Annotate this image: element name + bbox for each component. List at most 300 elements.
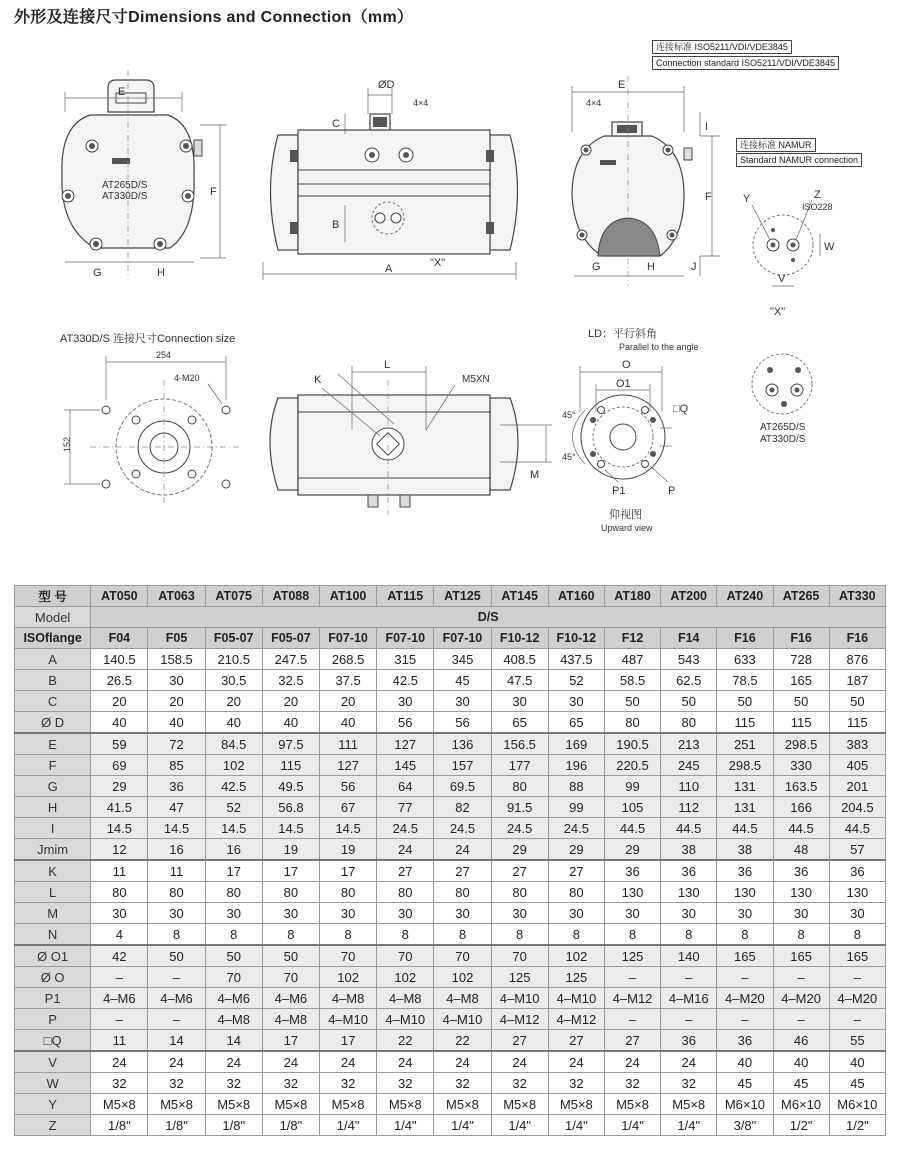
table-cell: 24.5 [548, 818, 604, 839]
model-header: AT200 [661, 586, 717, 607]
table-cell: 298.5 [773, 733, 829, 755]
table-cell: 22 [434, 1030, 491, 1052]
model-header: AT265 [773, 586, 829, 607]
table-cell: 245 [661, 755, 717, 776]
table-cell: 32 [491, 1073, 548, 1094]
table-cell: 36 [773, 860, 829, 882]
label-iso228: ISO228 [802, 202, 833, 212]
table-cell: 65 [548, 712, 604, 734]
table-cell: 4–M6 [91, 988, 148, 1009]
table-cell: 52 [205, 797, 262, 818]
label-O1: O1 [616, 378, 631, 390]
table-cell: 4 [91, 924, 148, 946]
table-cell: – [91, 967, 148, 988]
table-cell: 1/4" [434, 1115, 491, 1136]
table-row [15, 733, 886, 755]
table-cell: 24.5 [491, 818, 548, 839]
table-cell: 17 [320, 1030, 377, 1052]
row-label: Z [15, 1115, 91, 1136]
model-header: AT115 [377, 586, 434, 607]
row-label: P [15, 1009, 91, 1030]
table-cell: 165 [829, 945, 885, 967]
table-cell: 220.5 [604, 755, 660, 776]
table-cell: 32 [661, 1073, 717, 1094]
table-cell: 38 [717, 839, 773, 861]
table-cell: 70 [205, 967, 262, 988]
table-cell: – [717, 967, 773, 988]
table-cell: 130 [717, 882, 773, 903]
table-cell: 8 [434, 924, 491, 946]
label-45-top: 45° [562, 410, 576, 420]
label-G-end: G [592, 261, 601, 273]
label-W: W [824, 241, 835, 253]
table-cell: 30 [377, 691, 434, 712]
table-cell: 4–M8 [434, 988, 491, 1009]
at265-namur-pattern [752, 354, 812, 445]
table-cell: 45 [829, 1073, 885, 1094]
table-cell: 40 [320, 712, 377, 734]
label-F-front: F [210, 186, 217, 198]
label-P1: P1 [612, 485, 626, 497]
table-row [15, 924, 886, 946]
model-header: AT088 [262, 586, 319, 607]
table-cell: 50 [661, 691, 717, 712]
table-cell: – [604, 1009, 660, 1030]
table-cell: M5×8 [604, 1094, 660, 1115]
table-cell: M5×8 [91, 1094, 148, 1115]
table-cell: 84.5 [205, 733, 262, 755]
table-cell: 30 [548, 691, 604, 712]
table-cell: 58.5 [604, 670, 660, 691]
table-cell: 4–M6 [148, 988, 205, 1009]
table-cell: 27 [604, 1030, 660, 1052]
table-cell: 69.5 [434, 776, 491, 797]
table-cell: 32 [262, 1073, 319, 1094]
table-cell: 145 [377, 755, 434, 776]
label-Z: Z [814, 189, 821, 201]
table-cell: 4–M16 [661, 988, 717, 1009]
table-cell: 130 [661, 882, 717, 903]
label-I: I [705, 121, 709, 133]
table-cell: 14 [205, 1030, 262, 1052]
dim-254: 254 [156, 350, 172, 360]
isoflange-cell: F04 [91, 628, 148, 649]
row-label: L [15, 882, 91, 903]
table-cell: 29 [91, 776, 148, 797]
row-label: K [15, 860, 91, 882]
header-ds-row [15, 607, 886, 628]
label-H-front: H [157, 267, 165, 279]
table-cell: M5×8 [377, 1094, 434, 1115]
table-cell: 70 [491, 945, 548, 967]
table-cell: 78.5 [717, 670, 773, 691]
table-row [15, 967, 886, 988]
table-cell: 8 [491, 924, 548, 946]
table-cell: 65 [491, 712, 548, 734]
table-cell: 131 [717, 797, 773, 818]
table-cell: 24.5 [434, 818, 491, 839]
table-cell: 102 [548, 945, 604, 967]
upward-en-label: Upward view [601, 523, 653, 533]
table-cell: 130 [773, 882, 829, 903]
table-cell: 77 [377, 797, 434, 818]
table-cell: 24.5 [377, 818, 434, 839]
table-cell: 67 [320, 797, 377, 818]
label-P: P [668, 485, 676, 497]
model-header: AT145 [491, 586, 548, 607]
table-cell: 30 [773, 903, 829, 924]
table-cell: 157 [434, 755, 491, 776]
table-cell: 49.5 [262, 776, 319, 797]
table-cell: 8 [604, 924, 660, 946]
table-cell: 4–M10 [320, 1009, 377, 1030]
table-cell: 80 [148, 882, 205, 903]
label-D: ØD [378, 79, 395, 91]
label-H-end: H [647, 261, 655, 273]
row-label: Y [15, 1094, 91, 1115]
table-cell: 30 [491, 903, 548, 924]
dim-4m20: 4-M20 [174, 373, 200, 383]
table-cell: 408.5 [491, 649, 548, 670]
label-Q: □Q [673, 403, 689, 415]
table-cell: 40 [91, 712, 148, 734]
table-cell: 4–M20 [717, 988, 773, 1009]
spec-table [14, 585, 886, 1136]
table-cell: 8 [148, 924, 205, 946]
table-cell: 111 [320, 733, 377, 755]
table-cell: 16 [205, 839, 262, 861]
table-cell: 47 [148, 797, 205, 818]
table-cell: – [773, 1009, 829, 1030]
connection-standard-cn: 连接标准 ISO5211/VDI/VDE3845 [652, 40, 792, 54]
isoflange-cell: F05-07 [262, 628, 319, 649]
table-cell: 62.5 [661, 670, 717, 691]
table-cell: 20 [91, 691, 148, 712]
table-cell: 102 [320, 967, 377, 988]
table-cell: 487 [604, 649, 660, 670]
table-cell: 112 [661, 797, 717, 818]
label-O: O [622, 359, 631, 371]
table-cell: 24 [205, 1051, 262, 1073]
table-cell: 97.5 [262, 733, 319, 755]
table-cell: 11 [91, 860, 148, 882]
isoflange-cell: F05 [148, 628, 205, 649]
row-label: F [15, 755, 91, 776]
table-row [15, 776, 886, 797]
table-cell: 8 [661, 924, 717, 946]
model-header-cn: 型 号 [15, 586, 91, 607]
row-label: E [15, 733, 91, 755]
end-view [572, 76, 720, 286]
upward-view [562, 326, 699, 533]
connection-size-label: AT330D/S 连接尺寸Connection size [60, 333, 236, 345]
table-cell: 32 [148, 1073, 205, 1094]
table-cell: 38 [661, 839, 717, 861]
table-cell: 543 [661, 649, 717, 670]
table-cell: 37.5 [320, 670, 377, 691]
table-cell: 4–M8 [262, 1009, 319, 1030]
table-cell: 48 [773, 839, 829, 861]
table-cell: 24 [548, 1051, 604, 1073]
table-row [15, 649, 886, 670]
table-cell: 45 [773, 1073, 829, 1094]
table-cell: 80 [604, 712, 660, 734]
table-row [15, 691, 886, 712]
table-cell: 40 [205, 712, 262, 734]
table-cell: 4–M20 [773, 988, 829, 1009]
label-m5xn: M5XN [462, 374, 490, 385]
table-cell: 8 [829, 924, 885, 946]
table-cell: 14.5 [148, 818, 205, 839]
table-cell: 80 [377, 882, 434, 903]
table-cell: 1/4" [491, 1115, 548, 1136]
table-row [15, 1115, 886, 1136]
isoflange-cell: F07-10 [434, 628, 491, 649]
table-cell: 247.5 [262, 649, 319, 670]
table-cell: M5×8 [320, 1094, 377, 1115]
table-cell: 55 [829, 1030, 885, 1052]
table-cell: 70 [320, 945, 377, 967]
table-cell: 251 [717, 733, 773, 755]
table-cell: 1/2" [829, 1115, 885, 1136]
table-cell: 115 [829, 712, 885, 734]
table-row [15, 988, 886, 1009]
isoflange-cell: F16 [717, 628, 773, 649]
connection-standard-en: Connection standard ISO5211/VDI/VDE3845 [652, 56, 839, 70]
table-cell: 44.5 [773, 818, 829, 839]
namur-standard-cn: 连接标准 NAMUR [736, 138, 816, 152]
table-cell: 30 [434, 691, 491, 712]
row-label: H [15, 797, 91, 818]
table-cell: 1/8" [91, 1115, 148, 1136]
table-cell: 1/4" [604, 1115, 660, 1136]
table-cell: 187 [829, 670, 885, 691]
table-cell: 437.5 [548, 649, 604, 670]
table-cell: 876 [829, 649, 885, 670]
model-label-front-1: AT265D/S [102, 180, 148, 191]
table-cell: 24 [148, 1051, 205, 1073]
table-cell: 44.5 [717, 818, 773, 839]
table-cell: 80 [661, 712, 717, 734]
table-cell: – [717, 1009, 773, 1030]
table-cell: 30 [548, 903, 604, 924]
table-cell: M5×8 [434, 1094, 491, 1115]
model-header: AT063 [148, 586, 205, 607]
table-row [15, 797, 886, 818]
table-cell: 36 [661, 1030, 717, 1052]
table-cell: 27 [491, 1030, 548, 1052]
table-cell: 125 [604, 945, 660, 967]
table-cell: 11 [91, 1030, 148, 1052]
table-cell: 30 [604, 903, 660, 924]
label-Y: Y [743, 193, 751, 205]
table-cell: 56 [377, 712, 434, 734]
table-cell: 46 [773, 1030, 829, 1052]
table-cell: M5×8 [548, 1094, 604, 1115]
technical-drawing [0, 30, 900, 580]
model-label-pattern-1: AT265D/S [760, 422, 806, 433]
table-cell: 3/8" [717, 1115, 773, 1136]
table-cell: 14.5 [91, 818, 148, 839]
label-X-side: "X" [430, 257, 446, 269]
table-cell: 59 [91, 733, 148, 755]
table-cell: 69 [91, 755, 148, 776]
table-cell: 80 [434, 882, 491, 903]
ld-en-label: Parallel to the angle [619, 342, 699, 352]
isoflange-row [15, 628, 886, 649]
model-header: AT330 [829, 586, 885, 607]
table-cell: 14.5 [262, 818, 319, 839]
table-cell: 56.8 [262, 797, 319, 818]
table-cell: 14 [148, 1030, 205, 1052]
table-cell: 19 [320, 839, 377, 861]
table-cell: 24 [604, 1051, 660, 1073]
ds-header: D/S [91, 607, 886, 628]
table-cell: 210.5 [205, 649, 262, 670]
table-cell: 8 [320, 924, 377, 946]
table-cell: 50 [604, 691, 660, 712]
table-row [15, 1030, 886, 1052]
label-E-end: E [618, 79, 626, 91]
table-cell: 64 [377, 776, 434, 797]
label-K: K [314, 374, 322, 386]
table-cell: 14.5 [205, 818, 262, 839]
table-cell: 80 [320, 882, 377, 903]
table-row [15, 1073, 886, 1094]
table-cell: 4–M10 [377, 1009, 434, 1030]
table-cell: 44.5 [829, 818, 885, 839]
table-cell: 80 [262, 882, 319, 903]
upward-cn-label: 仰视图 [609, 509, 642, 521]
label-L: L [384, 359, 391, 371]
table-row [15, 1009, 886, 1030]
table-cell: 4–M12 [491, 1009, 548, 1030]
table-cell: 50 [829, 691, 885, 712]
table-cell: 177 [491, 755, 548, 776]
table-cell: 57 [829, 839, 885, 861]
model-header-en: Model [15, 607, 91, 628]
table-cell: 383 [829, 733, 885, 755]
row-label: Ø O1 [15, 945, 91, 967]
table-cell: – [148, 967, 205, 988]
row-label: A [15, 649, 91, 670]
table-cell: 140 [661, 945, 717, 967]
table-cell: 158.5 [148, 649, 205, 670]
table-cell: 4–M12 [604, 988, 660, 1009]
namur-detail [743, 189, 835, 318]
table-cell: 30 [91, 903, 148, 924]
side-view [263, 79, 518, 280]
table-cell: M5×8 [148, 1094, 205, 1115]
table-cell: 11 [148, 860, 205, 882]
table-row [15, 670, 886, 691]
isoflange-cell: F16 [829, 628, 885, 649]
table-cell: 4–M8 [320, 988, 377, 1009]
table-cell: 20 [262, 691, 319, 712]
namur-standard-en: Standard NAMUR connection [736, 153, 862, 167]
label-V: V [778, 273, 786, 285]
table-cell: 44.5 [661, 818, 717, 839]
table-cell: 29 [604, 839, 660, 861]
table-cell: 17 [320, 860, 377, 882]
table-cell: 32 [604, 1073, 660, 1094]
table-cell: 24 [661, 1051, 717, 1073]
table-cell: 165 [773, 945, 829, 967]
table-cell: 190.5 [604, 733, 660, 755]
table-cell: 27 [491, 860, 548, 882]
table-cell: 166 [773, 797, 829, 818]
top-view [270, 359, 552, 515]
table-cell: 4–M12 [548, 1009, 604, 1030]
row-label: Ø O [15, 967, 91, 988]
table-cell: 36 [717, 860, 773, 882]
table-cell: 268.5 [320, 649, 377, 670]
table-cell: 24 [434, 839, 491, 861]
table-cell: 24 [320, 1051, 377, 1073]
table-cell: 4–M8 [377, 988, 434, 1009]
model-header: AT125 [434, 586, 491, 607]
front-view [62, 70, 226, 279]
table-cell: 40 [717, 1051, 773, 1073]
table-cell: M5×8 [262, 1094, 319, 1115]
table-row [15, 1094, 886, 1115]
table-cell: M5×8 [205, 1094, 262, 1115]
isoflange-cell: F10-12 [548, 628, 604, 649]
table-cell: 27 [377, 860, 434, 882]
table-cell: 8 [262, 924, 319, 946]
table-cell: 1/4" [548, 1115, 604, 1136]
table-cell: – [829, 967, 885, 988]
table-row [15, 882, 886, 903]
table-cell: 30 [148, 670, 205, 691]
table-cell: 728 [773, 649, 829, 670]
table-cell: 47.5 [491, 670, 548, 691]
table-cell: 26.5 [91, 670, 148, 691]
row-label: C [15, 691, 91, 712]
label-C: C [332, 118, 340, 130]
label-45-bottom: 45° [562, 452, 576, 462]
table-cell: 4–M10 [434, 1009, 491, 1030]
table-cell: 30 [661, 903, 717, 924]
table-cell: 16 [148, 839, 205, 861]
table-cell: 30 [262, 903, 319, 924]
table-cell: 30 [829, 903, 885, 924]
table-cell: 24 [91, 1051, 148, 1073]
table-cell: 27 [548, 860, 604, 882]
table-cell: 72 [148, 733, 205, 755]
table-cell: 169 [548, 733, 604, 755]
table-cell: 42.5 [205, 776, 262, 797]
table-cell: 82 [434, 797, 491, 818]
row-label: Ø D [15, 712, 91, 734]
table-cell: 56 [434, 712, 491, 734]
table-row [15, 945, 886, 967]
table-cell: 70 [434, 945, 491, 967]
table-cell: 80 [548, 882, 604, 903]
table-row [15, 903, 886, 924]
table-cell: 29 [491, 839, 548, 861]
header-models-row [15, 586, 886, 607]
table-cell: 110 [661, 776, 717, 797]
table-cell: 30 [717, 903, 773, 924]
table-cell: 70 [262, 967, 319, 988]
table-cell: 36 [148, 776, 205, 797]
table-cell: 32 [320, 1073, 377, 1094]
label-G-front: G [93, 267, 102, 279]
table-cell: 102 [434, 967, 491, 988]
table-cell: 44.5 [604, 818, 660, 839]
isoflange-cell: F07-10 [377, 628, 434, 649]
